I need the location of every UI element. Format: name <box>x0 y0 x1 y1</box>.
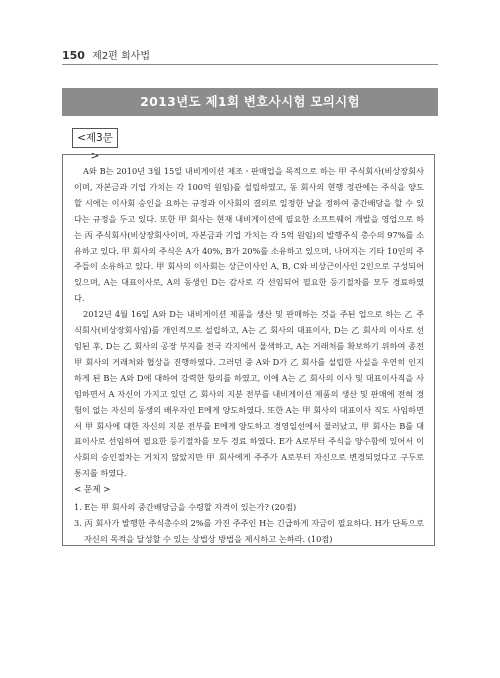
exam-title-banner: 2013년도 제1회 변호사시험 모의시험 <box>62 88 438 116</box>
question-item: 1. E는 甲 회사의 중간배당금을 수령할 자격이 있는가? (20점) <box>74 502 297 513</box>
case-label: <제3문> <box>72 128 118 148</box>
case-content-box <box>62 154 435 546</box>
questions-heading: < 문제 > <box>74 485 111 496</box>
header-divider <box>62 64 438 65</box>
case-paragraph-2: 2012년 4월 16일 A와 D는 내비게이션 제품을 생산 및 판매하는 것을 주된 업으로 하는 乙 주식회사(비상장회사임)를 개인적으로 설립하고, A는 乙 회사의 대표이사, D는 乙 회사의 이사로 선임된 후, D는 乙 회사의 공장 부지를 전국 각지에서 물색하고, A는 거래처를 확보하기 위하여 종전 甲 회사의 거래처와 협상을 진행하였다. 그러던 중 A와 D가 乙 회사를 설립한 사실을 우연히 인지하게 된 B는 A와 D에 대하여 강력한 항의를 하였고, 이에 A는 乙 회사의 이사 및 대표이사직을 사임하면서 A 자신이 가지고 있던 乙 회사의 지분 전부를 내비게이션 제품의 생산 및 판매에 전혀 경험이 없는 자신의 동생의 배우자인 E에게 양도하였다. 또한 A는 甲 회사의 대표이사 직도 사임하면서 甲 회사에 대한 자신의 지분 전부를 E에게 양도하고 경영일선에서 물러났고, 甲 회사는 B를 대표이사로 선임하여 필요한 등기절차를 모두 경료 하였다. E가 A로부터 주식을 양수함에 있어서 이사회의 승인절차는 거치지 않았지만 甲 회사에게 주주가 A로부터 자신으로 변경되었다고 구두로 통지를 하였다. <box>74 309 424 479</box>
page-header <box>62 47 442 63</box>
question-item: 3. 丙 회사가 발행한 주식총수의 2%를 가진 주주인 H는 긴급하게 자금이 필요하다. H가 단독으로 자신의 목적을 달성할 수 있는 상법상 방법을 제시하고 논하라. (10점) <box>74 518 424 544</box>
case-paragraph-1: A와 B는 2010년 3월 15일 내비게이션 제조ㆍ판매업을 목적으로 하는 甲 주식회사(비상장회사이며, 자본금과 기업 가치는 각 100억 원임)를 설립하였고, 동 회사의 현행 정관에는 주식을 양도할 시에는 이사회 승인을 요하는 규정과 이사회의 결의로 일정한 날을 정하여 중간배당을 할 수 있다는 규정을 두고 있다. 또한 甲 회사는 현재 내비게이션에 필요한 소프트웨어 개발을 영업으로 하는 丙 주식회사(비상장회사이며, 자본금과 기업 가치는 각 5억 원임)의 발행주식 총수의 97%를 소유하고 있다. 甲 회사의 주식은 A가 40%, B가 20%를 소유하고 있으며, 나머지는 기타 10인의 주주들이 소유하고 있다. 甲 회사의 이사회는 상근이사인 A, B, C와 비상근이사인 2인으로 구성되어 있으며, A는 대표이사로, A의 동생인 D는 감사로 각 선임되어 필요한 등기절차를 모두 경료하였다. <box>74 166 424 304</box>
page-number: 150 <box>62 49 85 62</box>
section-title: 제2편 회사법 <box>92 51 150 62</box>
